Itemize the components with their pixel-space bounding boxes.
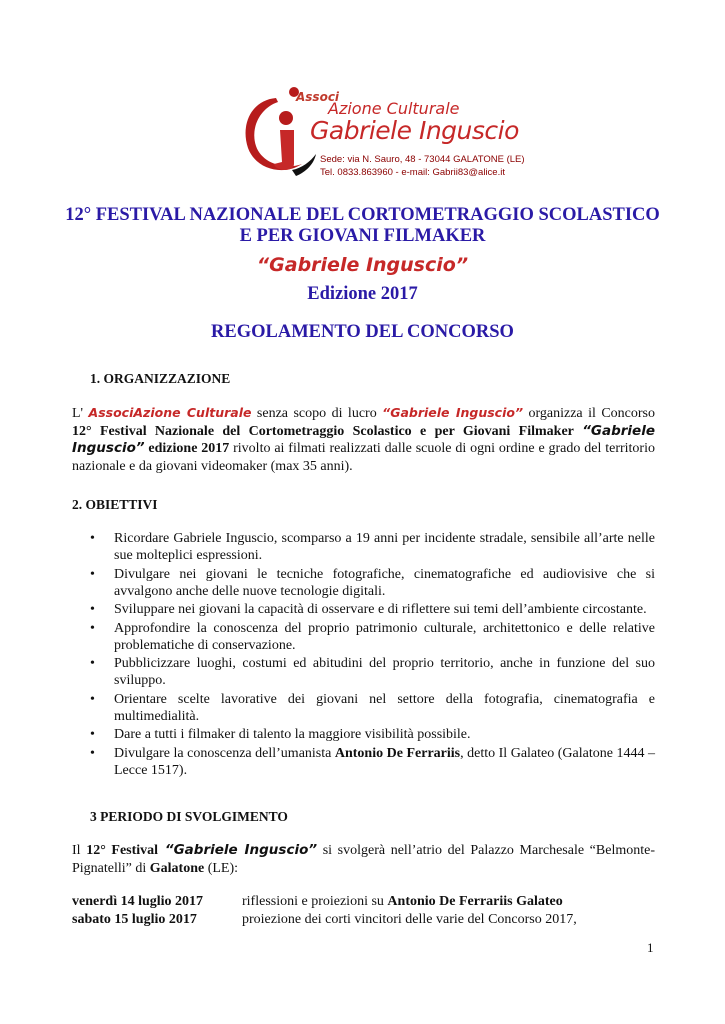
edition-text: edizione 2017 [144, 441, 230, 456]
edition-title: Edizione 2017 [307, 284, 418, 304]
bullet-icon: • [90, 727, 95, 742]
objectives-list [90, 530, 655, 780]
list-item: • Dare a tutti i filmaker di talento la maggiore visibilità possibile. [90, 727, 471, 742]
logo-address: Sede: via N. Sauro, 48 - 73044 GALATONE (LE) [320, 154, 525, 165]
page-number: 1 [647, 940, 654, 955]
bullet-icon: • [90, 566, 95, 582]
bullet-icon: • [90, 620, 95, 636]
section1-paragraph: L' AssociAzione Culturale senza scopo di lucro “Gabriele Inguscio” organizza il Concorso 12° Festival Nazionale del Cortometraggio Scolastico e per Giovani Filmaker “Gabriele Inguscio” edizione 2017 rivolto ai filmati realizzati dalle scuole di ogni ordine e grado del territorio nazionale e da giovani videomaker (max 35 anni). [72, 405, 655, 474]
festival-title-line2: E PER GIOVANI FILMAKER [239, 226, 486, 246]
list-item: • Approfondire la conoscenza del proprio patrimonio culturale, architettonico e delle relative problematiche di conservazione. [90, 620, 655, 653]
festival-name: “Gabriele Inguscio” [72, 422, 655, 456]
list-item: • Ricordare Gabriele Inguscio, scomparso a 19 anni per incidente stradale, sensibile all’arte nelle sue molteplici espressioni. [90, 531, 655, 563]
logo-contacts: Tel. 0833.863960 - e-mail: Gabrii83@alice.it [320, 167, 505, 178]
para-line: L' AssociAzione Culturale senza scopo di lucro “Gabriele Inguscio” organizza il Concorso [72, 405, 655, 421]
list-item: • Divulgare la conoscenza dell’umanista Antonio De Ferrariis, detto Il Galateo (Galatone 1444 – Lecce 1517). [90, 745, 655, 778]
festival-title-line1: 12° FESTIVAL NAZIONALE DEL CORTOMETRAGGIO SCOLASTICO [65, 205, 660, 225]
festival-title-name: “Gabriele Inguscio” [256, 254, 469, 276]
section-heading-organizzazione: 1. ORGANIZZAZIONE [90, 371, 231, 386]
regolamento-title: REGOLAMENTO DEL CONCORSO [211, 322, 514, 342]
association-logo [236, 84, 526, 184]
bullet-icon: • [90, 745, 95, 761]
schedule-date: sabato 15 luglio 2017 [72, 912, 197, 927]
festival-full-name: 12° Festival Nazionale del Cortometraggio Scolastico e per Giovani Filmaker [72, 423, 574, 439]
logo-azione-text: Azione Culturale [328, 99, 460, 118]
schedule-text: proiezione dei corti vincitori delle varie del Concorso 2017, [242, 912, 577, 927]
bullet-icon: • [90, 656, 95, 671]
section-heading-obiettivi: 2. OBIETTIVI [72, 497, 158, 512]
section-heading-periodo: 3 PERIODO DI SVOLGIMENTO [90, 809, 288, 824]
list-item: • Sviluppare nei giovani la capacità di osservare e di riflettere sui temi dell’ambiente circostante. [90, 602, 647, 617]
associazione-name: AssociAzione Culturale [88, 405, 252, 420]
list-item: • Orientare scelte lavorative dei giovani nel settore della fotografia, cinematografia e multimedialità. [90, 691, 655, 724]
list-item: • Pubblicizzare luoghi, costumi ed abitudini del proprio territorio, anche in funzione del suo sviluppo. [90, 656, 655, 688]
festival-name: “Gabriele Inguscio” [158, 842, 318, 858]
bullet-icon: • [90, 602, 95, 617]
list-item: • Divulgare nei giovani le tecniche fotografiche, cinematografiche ed audiovisive che si avvalgono anche delle nuove tecnologie digitali. [90, 566, 655, 599]
festival-name: “Gabriele Inguscio” [382, 405, 524, 420]
logo-name-text: Gabriele Inguscio [310, 116, 519, 145]
logo-assoc-text: Associ [296, 90, 340, 104]
schedule-text: riflessioni e proiezioni su Antonio De Ferrariis Galateo [242, 894, 563, 909]
bullet-icon: • [90, 691, 95, 707]
section3-paragraph: Il 12° Festival “Gabriele Inguscio” si svolgerà nell’atrio del Palazzo Marchesale “Belmonte-Pignatelli” di Galatone (LE): [72, 842, 655, 876]
schedule-date: venerdì 14 luglio 2017 [72, 894, 204, 909]
bullet-icon: • [90, 531, 95, 546]
